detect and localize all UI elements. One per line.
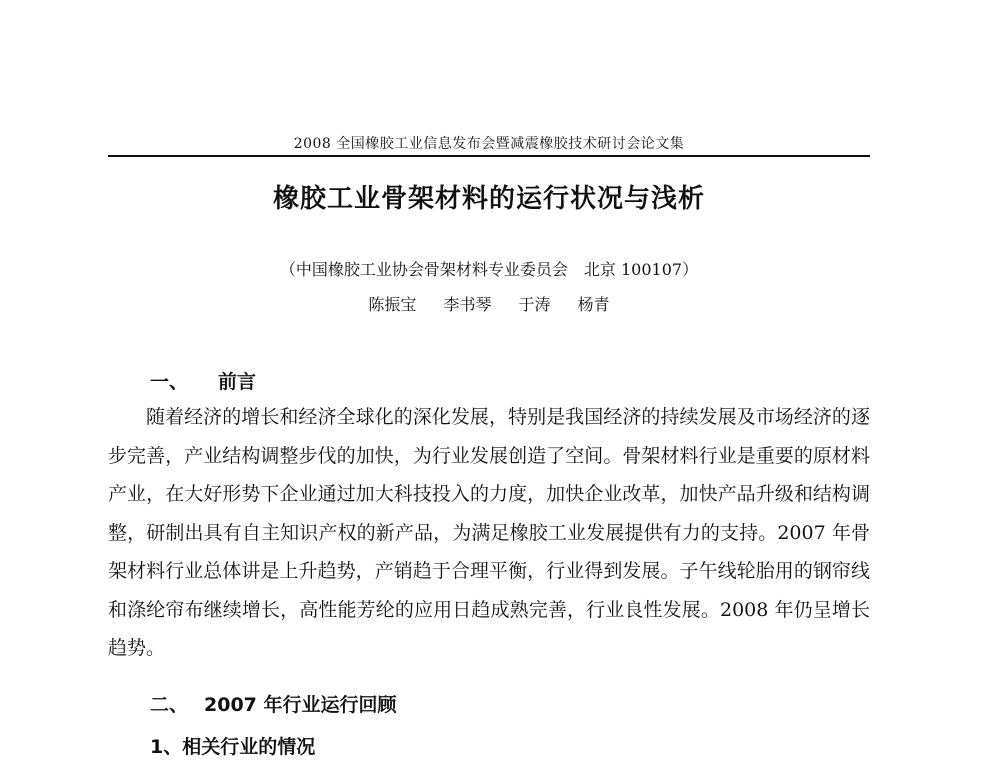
author-name: 杨青 [577,295,610,314]
subsection-number: 1、 [150,736,183,758]
section-heading-preface [150,367,256,394]
section-number: 一、 [150,371,189,393]
author-list [108,292,870,315]
header-rule [108,155,870,157]
body-paragraph: 随着经济的增长和经济全球化的深化发展，特别是我国经济的持续发展及市场经济的逐步完善，产业结构调整步伐的加快，为行业发展创造了空间。骨架材料行业是重要的原材料产业，在大好形势下企业通过加大科技投入的力度，加快企业改革，加快产品升级和结构调整，研制出具有自主知识产权的新产品，为满足橡胶工业发展提供有力的支持。2007 年骨架材料行业总体讲是上升趋势，产销趋于合理平衡，行业得到发展。子午线轮胎用的钢帘线和涤纶帘布继续增长，高性能芳纶的应用日趋成熟完善，行业良性发展。2008 年仍呈增长趋势。 [108,406,870,659]
author-name: 李书琴 [443,295,492,314]
subsection-title: 相关行业的情况 [182,736,316,758]
affiliation: （中国橡胶工业协会骨架材料专业委员会 北京 100107） [279,260,699,279]
subsection-heading [150,732,315,759]
paper-title: 橡胶工业骨架材料的运行状况与浅析 [272,184,705,214]
author-name: 于涛 [518,295,551,314]
section-heading-review [150,690,397,717]
author-name: 陈振宝 [368,295,417,314]
section-title: 前言 [218,371,257,393]
section-title: 2007 年行业运行回顾 [204,694,397,716]
section-number: 二、 [150,694,189,716]
running-header: 2008 全国橡胶工业信息发布会暨减震橡胶技术研讨会论文集 [293,136,685,152]
